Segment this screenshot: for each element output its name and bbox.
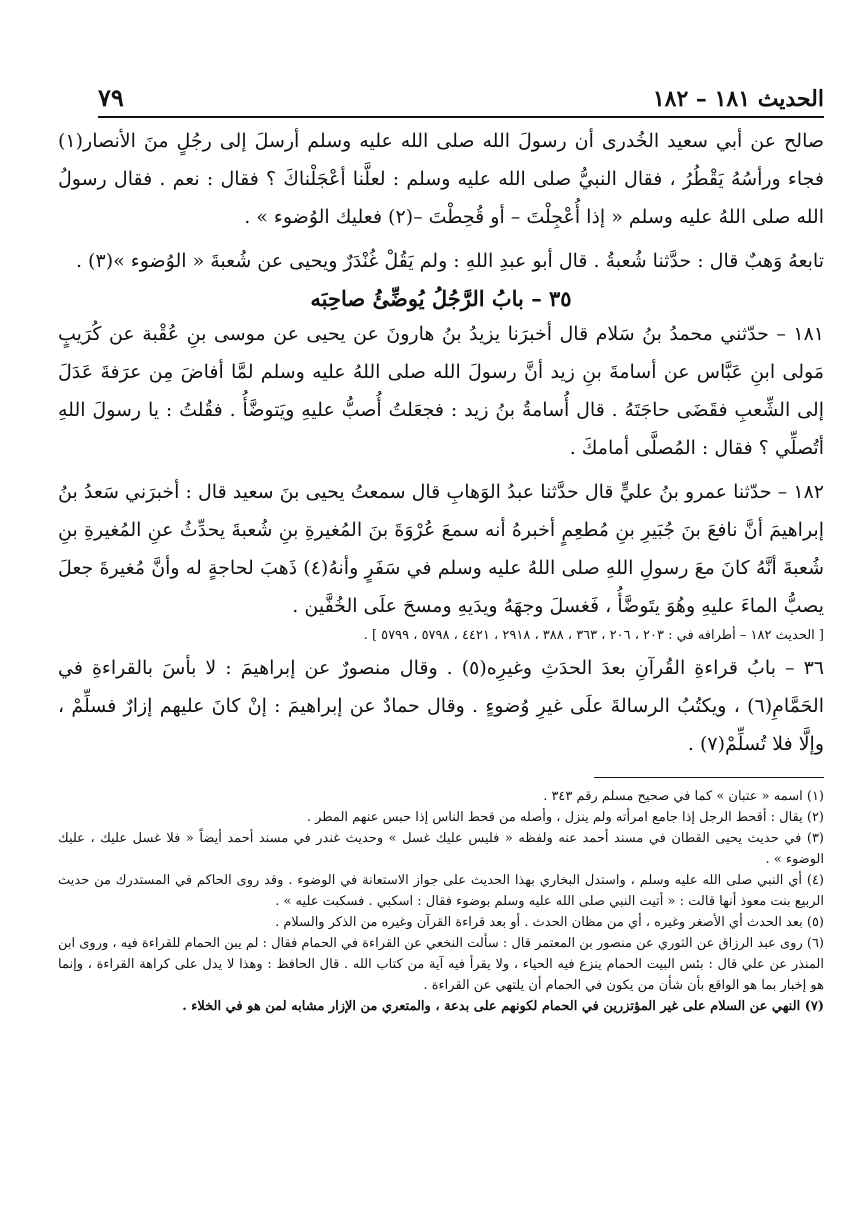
footnote-4: (٤) أي النبي صلى الله عليه وسلم ، واستدل البخاري بهذا الحديث على جواز الاستعانة في الوضوء . وقد روى الحاكم في المستدرك من حديث الربيع بنت معوذ أنها قالت : « أتيت النبي صلى الله عليه وسلم بوضوء فقال : اسكبي . فسكبت عليه » . (58, 873, 824, 909)
footnotes (58, 786, 824, 1017)
footnote-2: (٢) يقال : أقحط الرجل إذا جامع امرأته ولم ينزل ، وأصله من قحط الناس إذا حبس عنهم المطر . (306, 810, 824, 825)
mutaba-note: تابعهُ وَهبٌ قال : حدَّثنا شُعبةُ . قال أبو عبدِ اللهِ : ولم يَقُلْ غُنْدَرٌ ويحيى عن شُعبةَ « الوُضوء »(٣) . (75, 250, 824, 272)
hadith-181: ١٨١ – حدّثني محمدُ بنُ سَلام قال أخبرَنا يزيدُ بنُ هارونَ عن يحيى عن موسى بنِ عُقْبة عن كُرَيبٍ مَولى ابنِ عَبَّاس عن أسامةَ بنِ زيد أنَّ رسولَ الله صلى اللهُ عليه وسلم لمَّا أفاضَ مِن عرَفةَ عَدَلَ إلى الشِّعبِ فقَضَى حاجَتَهُ . قال أُسامةُ بنُ زيد : فجعَلتُ أُصبُّ عليهِ ويَتوضَّأُ . فقُلتُ : يا رسولَ اللهِ أتُصلِّي ؟ فقال : المُصلَّى أمامكَ . (58, 323, 824, 459)
main-text (58, 122, 824, 1017)
footnote-5: (٥) بعد الحدث أي الأصغر وغيره ، أي من مظان الحدث . أو بعد قراءة القرآن وغيره من الذكر والسلام . (275, 915, 824, 930)
footnote-divider (594, 777, 824, 778)
chapter-heading-36: ٣٦ – بابُ قراءةِ القُرآنِ بعدَ الحدَثِ وغيرِه(٥) . وقال منصورٌ عن إبراهيمَ : لا بأسَ بالقراءةِ في الحَمَّامِ(٦) ، ويكتُبُ الرسالةَ علَى غيرِ وُضوءٍ . وقال حمادٌ عن إبراهيمَ : إنْ كانَ عليهم إزارٌ فسلِّمْ ، وإلَّا فلا تُسلِّمْ(٧) . (58, 657, 824, 755)
footnote-3: (٣) في حديث يحيى القطان في مسند أحمد عنه ولفظه « فليس عليك غسل » وحديث غندر في مسند أحمد أيضاً « فلا غسل عليك ، عليك الوضوء » . (58, 831, 824, 867)
hadith-182: ١٨٢ – حدّثنا عمرو بنُ عليٍّ قال حدَّثنا عبدُ الوَهابِ قال سمعتُ يحيى بنَ سعيد قال : أخبرَني سَعدُ بنُ إبراهيمَ أنَّ نافعَ بنَ جُبَيرِ بنِ مُطعِمٍ أخبرهُ أنه سمعَ عُرْوَةَ بنَ المُغيرةِ بنِ شُعبةَ يحدِّثُ عنِ المُغيرةِ بنِ شُعبةَ أنَّهُ كانَ معَ رسولِ اللهِ صلى اللهُ عليه وسلم في سَفَرٍ وأنهُ(٤) ذَهبَ لحاجةٍ له وأنَّ مُغيرةَ جعلَ يصبُّ الماءَ عليهِ وهُوَ يتَوضَّأُ ، فَغسلَ وجهَهُ ويدَيهِ ومسحَ علَى الخُفَّين . (58, 481, 824, 617)
hadith-continuation: صالح عن أبي سعيد الخُدرى أن رسولَ الله صلى الله عليه وسلم أرسلَ إلى رجُلٍ منَ الأنصار(١) فجاء ورأسُهُ يَقْطُرُ ، فقال النبيُّ صلى الله عليه وسلم : لعلَّنا أعْجَلْناكَ ؟ فقال : نعم . فقال رسولُ الله صلى اللهُ عليه وسلم « إذا أُعْجِلْتَ – أو قُحِطْتَ –(٢) فعليك الوُضوء » . (58, 130, 824, 228)
footnote-7: (٧) النهي عن السلام على غير المؤتزرين في الحمام لكونهم على بدعة ، والمتعري من الإزار مشابه لمن هو في الخلاء . (182, 999, 824, 1014)
page-header (98, 72, 824, 118)
footnote-1: (١) اسمه « عتبان » كما في صحيح مسلم رقم ٣٤٣ . (543, 789, 824, 804)
page-number: ٧٩ (98, 83, 124, 112)
atraf-182: [ الحديث ١٨٢ – أطرافه في : ٢٠٣ ، ٢٠٦ ، ٣٦٣ ، ٣٨٨ ، ٢٩١٨ ، ٤٤٢١ ، ٥٧٩٨ ، ٥٧٩٩ ] . (363, 628, 824, 643)
chapter-heading-35: ٣٥ – بابُ الرَّجُلُ يُوضِّئُ صاحِبَه (310, 286, 572, 311)
running-title: الحديث ١٨١ – ١٨٢ (652, 86, 824, 112)
footnote-6: (٦) روى عبد الرزاق عن الثوري عن منصور بن المعتمر قال : سألت النخعي عن القراءة في الحمام فقال : لم يبن الحمام للقراءة فيه ، وروى ابن المنذر عن علي قال : بئس البيت الحمام ينزع فيه الحياء ، ولا يقرأ فيه آية من كتاب الله . قال الحافظ : وهذا لا يدل على كراهة القراءة ، وإنما هو إخبار بما هو الواقع بأن شأن من يكون في الحمام أن يلتهي عن القراءة . (58, 936, 824, 993)
